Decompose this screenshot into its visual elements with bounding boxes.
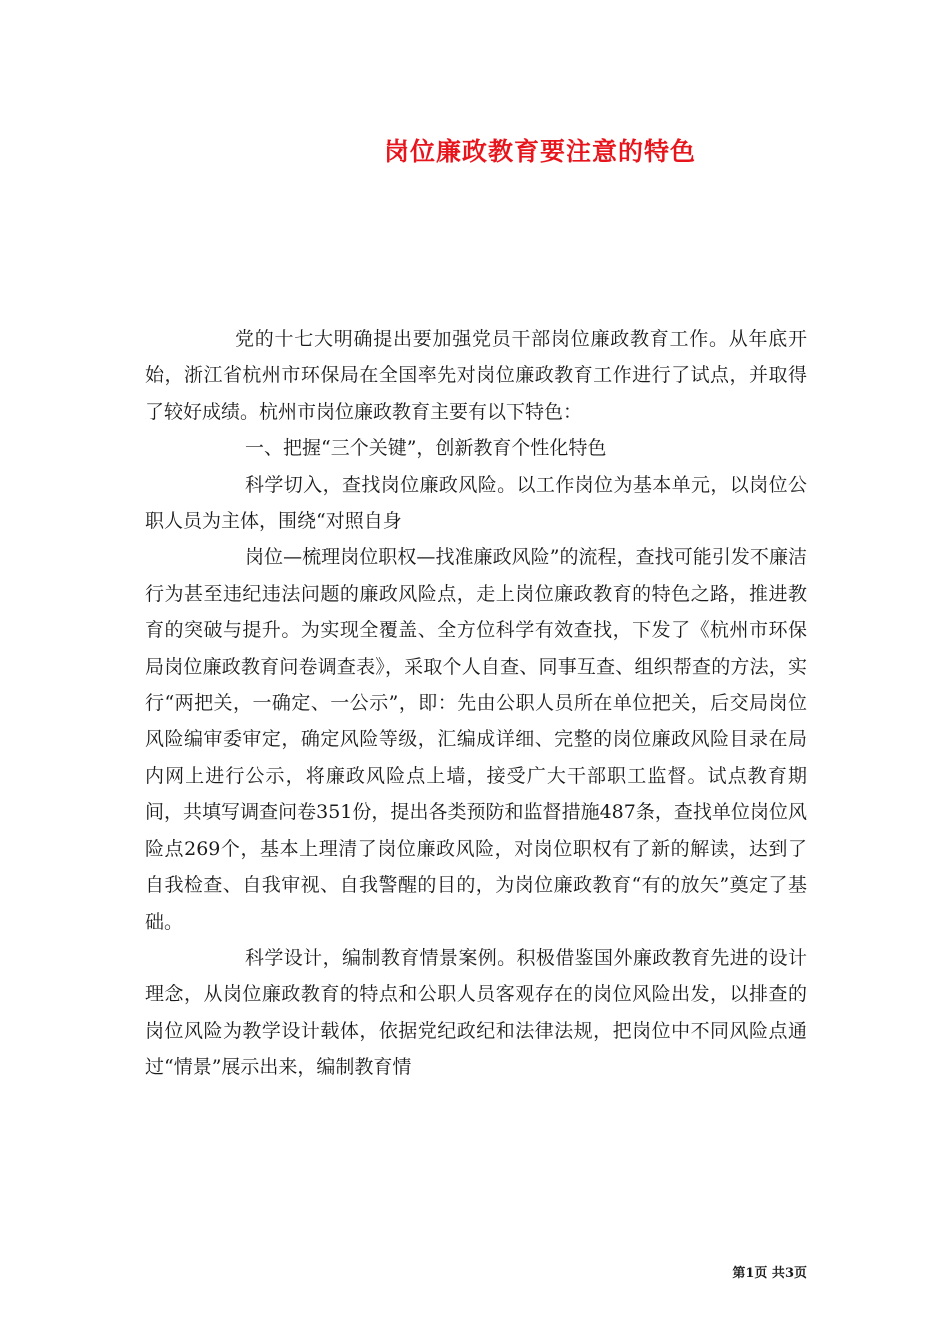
paragraph-intro: 党的十七大明确提出要加强党员干部岗位廉政教育工作。从年底开始，浙江省杭州市环保局在全国率先对岗位廉政教育工作进行了试点，并取得了较好成绩。杭州市岗位廉政教育主要有以下特色： [145, 328, 807, 423]
paragraph-risk-detail: 岗位—梳理岗位职权—找准廉政风险”的流程，查找可能引发不廉洁行为甚至违纪违法问题的廉政风险点，走上岗位廉政教育的特色之路，推进教育的突破与提升。为实现全覆盖、全方位科学有效查找，下发了《杭州市环保局岗位廉政教育问卷调查表》，采取个人自查、同事互查、组织帮查的方法，实行“两把关，一确定、一公示”，即：先由公职人员所在单位把关，后交局岗位风险编审委审定，确定风险等级，汇编成详细、完整的岗位廉政风险目录在局内网上进行公示，将廉政风险点上墙，接受广大干部职工监督。试点教育期间，共填写调查问卷351份，提出各类预防和监督措施487条，查找单位岗位风险点269个，基本上理清了岗位廉政风险，对岗位职权有了新的解读，达到了自我检查、自我审视、自我警醒的目的，为岗位廉政教育“有的放矢”奠定了基础。 [145, 546, 807, 933]
footer-suffix: 页 [793, 1266, 807, 1281]
footer-total-pages: 3 [784, 1266, 794, 1281]
document-title: 岗位廉政教育要注意的特色 [383, 137, 696, 166]
footer-prefix: 第 [732, 1266, 746, 1281]
footer-middle: 页 共 [754, 1266, 785, 1281]
paragraph-design: 科学设计，编制教育情景案例。积极借鉴国外廉政教育先进的设计理念，从岗位廉政教育的特点和公职人员客观存在的岗位风险出发，以排查的岗位风险为教学设计载体，依据党纪政纪和法律法规，把岗位中不同风险点通过“情景”展示出来，编制教育情 [145, 946, 807, 1079]
page-footer [732, 1262, 807, 1281]
section-heading: 一、把握“三个关键”，创新教育个性化特色 [245, 437, 607, 460]
footer-page-number: 1 [745, 1266, 755, 1281]
document-body [145, 321, 807, 1086]
paragraph-risk-intro: 科学切入，查找岗位廉政风险。以工作岗位为基本单元，以岗位公职人员为主体，围绕“对照自身 [145, 473, 807, 533]
